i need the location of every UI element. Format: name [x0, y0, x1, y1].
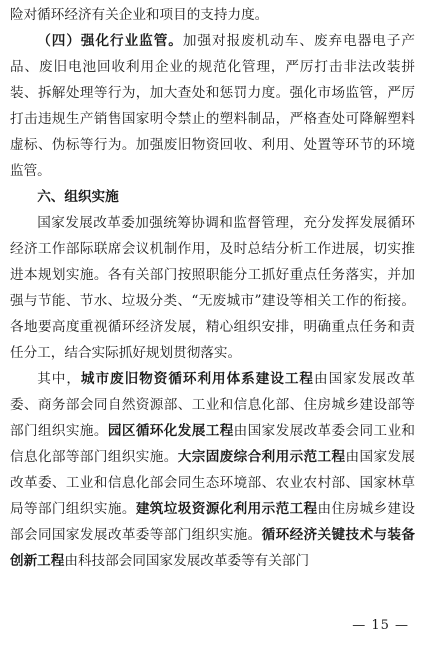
text-run: 由国家发展改革委、工业和信息化部会同生态环境部、农业农村部、国家林草局等部门组织实施。 [10, 449, 416, 517]
paragraph-text: 加强对报废机动车、废弃电器电子产品、废旧电池回收利用企业的规范化管理，严厉打击非法改装拼装、拆解处理等行为，加大查处和惩罚力度。强化市场监管，严厉打击违规生产销售国家明令禁止的塑料制品，严格查处可降解塑料虚标、伪标等行为。加强废旧物资回收、利用、处置等环节的环境监管。 [10, 33, 415, 179]
section-heading: 六、组织实施 [37, 189, 119, 205]
text-run: 由科技部会同国家发展改革委等有关部门 [64, 553, 310, 569]
paragraph-industry-supervision [10, 28, 415, 184]
text-run: 由国家发展改革委会同工业和信息化部等部门组织实施。 [10, 423, 416, 465]
project-name: 循环经济关键技术与装备创新工程 [10, 527, 416, 569]
paragraph-organization: 国家发展改革委加强统筹协调和监督管理，充分发挥发展循环经济工作部际联席会议机制作用，及时总结分析工作进展，切实推进本规划实施。各有关部门按照职能分工抓好重点任务落实，并加强与节能、节水、垃圾分类、“无废城市”建设等相关工作的衔接。各地要高度重视循环经济发展，精心组织安排，明确重点任务和责任分工，结合实际抓好规划贯彻落实。 [10, 215, 415, 361]
project-name: 建筑垃圾资源化利用示范工程 [135, 501, 318, 517]
text-run: 由住房城乡建设部会同国家发展改革委等部门组织实施。 [10, 501, 416, 543]
text-run: 由国家发展改革委、商务部会同自然资源部、工业和信息化部、住房城乡建设部等部门组织实施。 [10, 371, 416, 439]
paragraph-projects [10, 366, 415, 574]
page-number: — 15 — [352, 618, 409, 633]
text-run: 其中， [37, 371, 81, 387]
project-name: 园区循环化发展工程 [107, 423, 234, 439]
project-name: 大宗固废综合利用示范工程 [177, 449, 346, 465]
document-page [10, 2, 415, 574]
paragraph-continuation: 险对循环经济有关企业和项目的支持力度。 [10, 7, 269, 23]
subsection-title: （四）强化行业监管。 [37, 33, 183, 49]
project-name: 城市废旧物资循环利用体系建设工程 [80, 371, 315, 387]
